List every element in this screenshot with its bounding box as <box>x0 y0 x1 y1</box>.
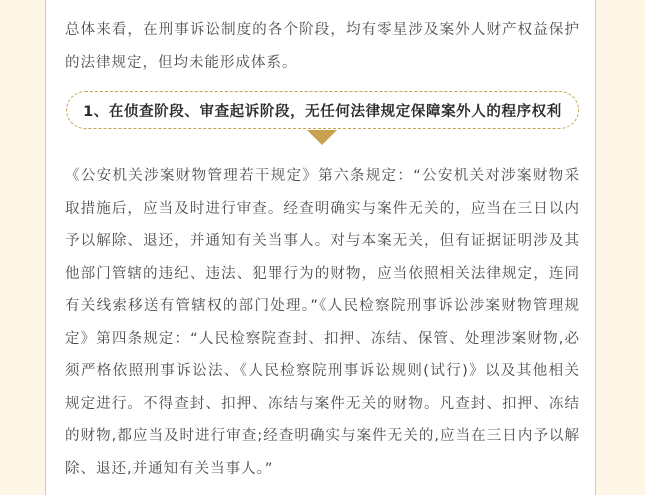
heading-arrow-icon <box>307 130 337 145</box>
body-paragraph: 《公安机关涉案财物管理若干规定》第六条规定：“公安机关对涉案财物采取措施后，应当及时进行审查。经查明确实与案件无关的，应当在三日以内予以解除、退还，并通知有关当事人。对与本案无关，但有证据证明涉及其他部门管辖的违纪、违法、犯罪行为的财物，应当依照相关法律规定，连同有关线索移送有管辖权的部门处理。”《人民检察院刑事诉讼涉案财物管理规定》第四条规定：“人民检察院查封、扣押、冻结、保管、处理涉案财物,必须严格依照刑事诉讼法、《人民检察院刑事诉讼规则(试行)》以及其他相关规定进行。不得查封、扣押、冻结与案件无关的财物。凡查封、扣押、冻结的财物,都应当及时进行审查;经查明确实与案件无关的,应当在三日内予以解除、退还,并通知有关当事人。” <box>65 168 580 477</box>
section-heading: 1、在侦查阶段、审查起诉阶段，无任何法律规定保障案外人的程序权利 <box>83 103 562 120</box>
section-heading-box <box>66 91 579 129</box>
intro-paragraph: 总体来看，在刑事诉讼制度的各个阶段，均有零星涉及案外人财产权益保护的法律规定，但均未能形成体系。 <box>65 22 580 71</box>
